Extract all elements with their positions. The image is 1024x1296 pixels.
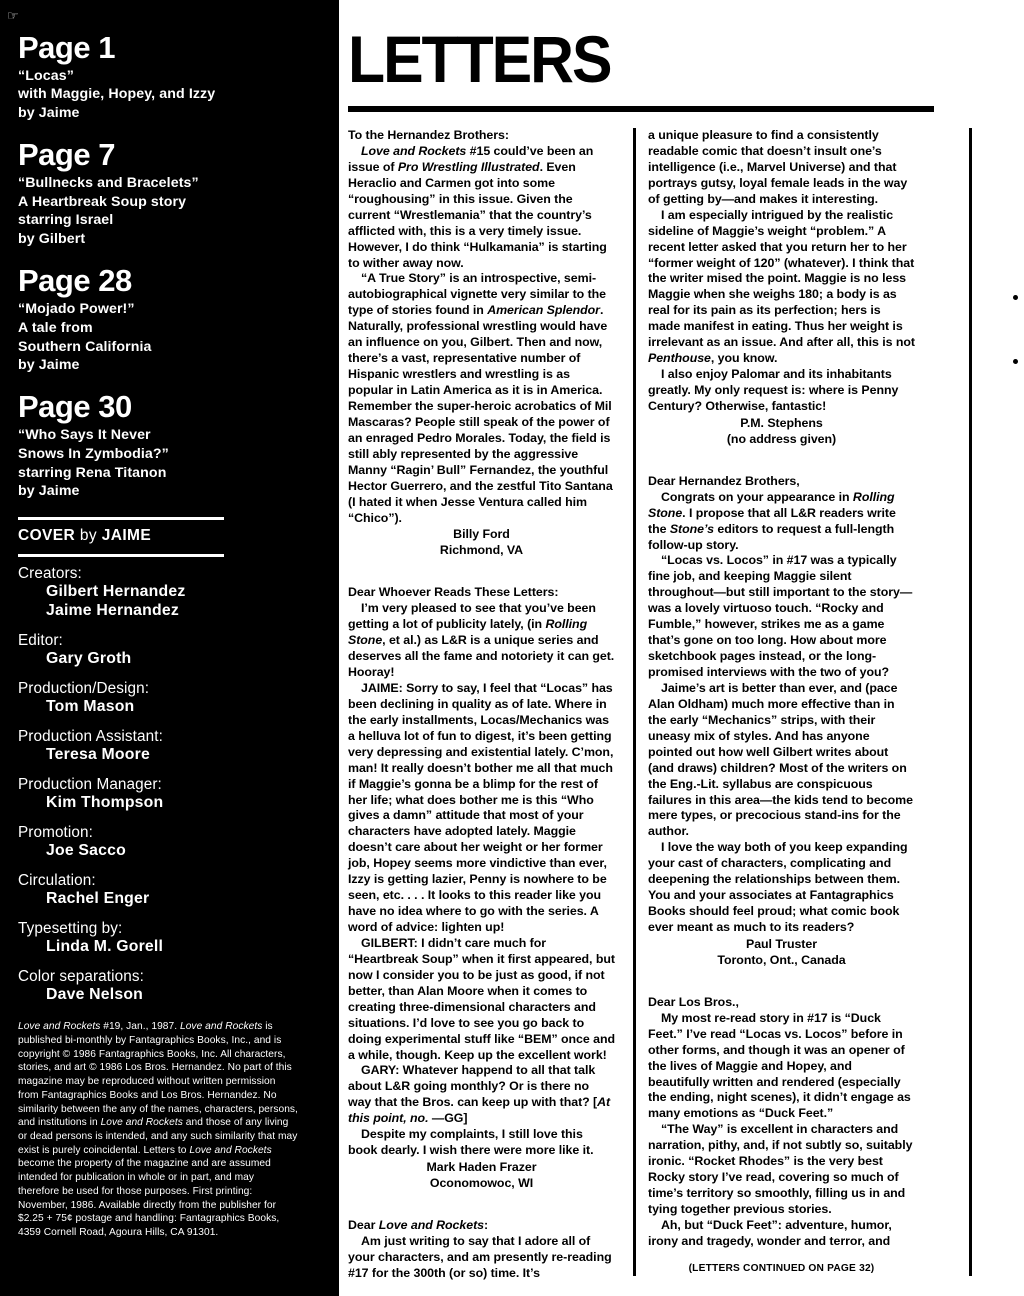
toc-entry bbox=[18, 139, 316, 249]
toc-page-number: Page 30 bbox=[18, 389, 132, 425]
toc-entry-description bbox=[18, 174, 316, 250]
letter-paragraph: GILBERT: I didn’t care much for “Heartbreak Soup” when it first appeared, but now I consider you to be just as good, if not better, than Alan Moore when it comes to creating three-dimensional characters and situations. I’d love to see you go back to doing experimental stuff like “BEM” once and a while, though. Keep up the excellent work! bbox=[348, 935, 615, 1062]
toc-page-number: Page 7 bbox=[18, 137, 115, 173]
letter-paragraph: I also enjoy Palomar and its inhabitants greatly. My only request is: where is Penny Century? Otherwise, fantastic! bbox=[648, 367, 899, 413]
letter-dear-los-bros bbox=[648, 995, 915, 1250]
masthead bbox=[348, 0, 1024, 120]
letters-continued-note: (LETTERS CONTINUED ON PAGE 32) bbox=[688, 1262, 875, 1274]
credit-block bbox=[18, 872, 316, 909]
letter-paragraph: GARY: Whatever happend to all that talk about L&R going monthly? Or is there no way that the Bros. can keep up with that? [At this point, no. —GG] bbox=[348, 1063, 611, 1126]
letter-paragraph: JAIME: Sorry to say, I feel that “Locas” has been declining in quality as of late. Where in the early installments, Locas/Mechanics was a helluva lot of fun to digest, it’s been getting very depressing and existential lately. C’mon, man! It really doesn’t bother me all that much if Maggie’s gonna be a blimp for the rest of her life; what does bother me is this “Who gives a damn” attitude that most of your characters have adopted lately. Maggie doesn’t care about her weight or her former job, Hopey seems more vindictive than ever, Izzy is getting lazier, Penny is nowhere to be seen, etc. . . . It looks to this reader like you have no idea where to go with the series. A word of advice: lighten up! bbox=[348, 680, 614, 934]
toc-entry bbox=[18, 391, 316, 501]
letters-section bbox=[348, 0, 1024, 1296]
letter-spacer bbox=[348, 1204, 615, 1218]
credit-role: Promotion: bbox=[18, 824, 93, 842]
toc-page-number: Page 1 bbox=[18, 30, 115, 65]
letters-column-1 bbox=[348, 128, 615, 1294]
letter-mark-haden-frazer bbox=[348, 585, 615, 1192]
letter-signature bbox=[348, 527, 615, 559]
letter-paragraph: “Locas vs. Locos” in #17 was a typically fine job, and keeping Maggie silent throughout—but still important to the story—was a lovely virtuoso touch. “Rocky and Fumble,” however, strikes me as a game that’s gone on too long. How about more sketchbook pages instead, or the long-promised interviews with the two of you? bbox=[648, 553, 913, 679]
toc-line: “Locas” bbox=[18, 67, 74, 84]
letter-paragraph: Ah, but “Duck Feet”: adventure, humor, irony and tragedy, wonder and terror, and bbox=[648, 1217, 892, 1248]
letters-column-2 bbox=[648, 128, 915, 1275]
credit-name: Teresa Moore bbox=[46, 746, 150, 764]
toc-line: starring Rena Titanon bbox=[18, 464, 167, 481]
letter-paragraph: a unique pleasure to find a consistently readable comic that doesn’t insult one’s intelligence (i.e., Marvel Universe) and that portrays gutsy, loyal female leads in the way of getting by—and makes it interesting. bbox=[648, 128, 908, 206]
right-margin-rule bbox=[969, 128, 972, 1276]
credit-name: Jaime Hernandez bbox=[46, 602, 179, 620]
letter-spacer bbox=[648, 981, 915, 995]
credit-block bbox=[18, 728, 316, 765]
credit-role: Color separations: bbox=[18, 968, 144, 986]
letter-billy-ford bbox=[348, 128, 615, 559]
toc-line: A Heartbreak Soup story bbox=[18, 193, 187, 210]
letter-signature bbox=[648, 416, 915, 448]
letter-paragraph: My most re-read story in #17 is “Duck Feet.” I’ve read “Locas vs. Locos” before in other forms, and though it was an opener of the lives of Maggie and Hopey, and beautifully written and rendered (especially the ending, night scenes), it didn’t engage as many emotions as “Duck Feet.” bbox=[648, 1010, 911, 1121]
toc-line: A tale from bbox=[18, 319, 93, 336]
letter-signature bbox=[648, 937, 915, 969]
credit-name: Linda M. Gorell bbox=[46, 938, 164, 956]
letter-salutation: To the Hernandez Brothers: bbox=[348, 128, 509, 142]
pointing-hand-icon: ☞ bbox=[7, 8, 18, 23]
sidebar-credits-panel bbox=[0, 0, 330, 1296]
letter-paragraph: I am especially intrigued by the realistic sideline of Maggie’s weight “problem.” A recent letter asked that you return her to her “former weight of 120” (whatever). I think that the writer mised the point. Maggie is no less Maggie when she weighs 180; a body is as real for its pain as its perfection; hers is made manifest in eating. Thus her weight is irrelevant as an issue. And after all, this is not Penthouse, you know. bbox=[648, 207, 915, 366]
signature-place: Richmond, VA bbox=[439, 543, 524, 558]
toc-line: “Who Says It Never bbox=[18, 426, 151, 443]
signature-place: Toronto, Ont., Canada bbox=[717, 952, 846, 967]
signature-place: Oconomowoc, WI bbox=[429, 1176, 534, 1190]
credit-block bbox=[18, 968, 316, 1005]
toc-entry-description bbox=[18, 300, 316, 376]
letter-paragraph: I love the way both of you keep expanding your cast of characters, complicating and deepening the relationships between them. You and your associates at Fantagraphics Books should feel proud; what comic book ever meant as much to its readers? bbox=[648, 840, 908, 934]
letter-paragraph: “A True Story” is an introspective, semi-autobiographical vignette very similar to the type of stories found in American Splendor. Naturally, professional wrestling would have an influence on you, Gilbert. Then and now, there’s a vast, representative number of Hispanic wrestlers and wrestling is as popular in Latin America as it is in America. Remember the super-heroic acrobatics of Mil Mascaras? People still speak of the power of an enraged Pedro Morales. Today, the field is still ably represented by the aggressive Manny “Ragin’ Bull” Fernandez, the youthful Hector Guerrero, and the zestful Tito Santana (I hated it when Jesse Ventura called him “Chico”). bbox=[348, 271, 613, 525]
credits-list bbox=[18, 565, 316, 1005]
indicia-copyright-text: Love and Rockets #19, Jan., 1987. Love and Rockets is published bi-monthly by Fantagraphics Books, Inc., and is copyright © 1986 Fantagraphics Books, Inc. All characters, stories, and art © 1986 Los Bros. Hernandez. No part of this magazine may be reproduced without written permission from Fantagraphics Books and Los Bros. Hernandez. No similarity between the any of the names, characters, persons, and institutions in Love and Rockets and those of any living or dead persons is intended, and any such similarity that may exist is purely coincidental. Letters to Love and Rockets become the property of the magazine and are assumed intended for publication in whole or in part, and may therefore be used for those purposes. First printing: November, 1986. Available directly from the publisher for $2.25 + 75¢ postage and handling: Fantagraphics Books, 4359 Cornell Road, Agoura Hills, CA 91301. bbox=[18, 1021, 298, 1239]
credit-name: Kim Thompson bbox=[46, 794, 164, 812]
cover-credit bbox=[18, 527, 316, 545]
cover-label: COVER bbox=[18, 527, 76, 545]
registration-dot bbox=[1013, 359, 1018, 364]
toc-byline: by Jaime bbox=[18, 357, 80, 374]
letter-pm-stephens bbox=[648, 128, 915, 448]
letter-paragraph: Love and Rockets #15 could’ve been an issue of Pro Wrestling Illustrated. Even Heraclio and Carmen got into some “roughousing” in this issue. Given the current “Wrestlemania” that the country’s afflicted with, this is a very timely issue. However, I do think “Hulkamania” is starting to wither away now. bbox=[348, 143, 607, 270]
letter-dear-love-and-rockets bbox=[348, 1218, 615, 1282]
divider-above-cover bbox=[18, 517, 224, 520]
toc-entry-description bbox=[18, 67, 316, 124]
signature-name: Billy Ford bbox=[453, 527, 510, 542]
toc-page-number: Page 28 bbox=[18, 263, 132, 299]
credit-name: Gary Groth bbox=[46, 650, 132, 668]
toc-line: Snows In Zymbodia?” bbox=[18, 445, 169, 462]
toc-byline: by Gilbert bbox=[18, 231, 86, 248]
letter-paragraph: Am just writing to say that I adore all of your characters, and am presently re-reading #17 for the 300th (or so) time. It’s bbox=[348, 1233, 612, 1280]
credit-role: Editor: bbox=[18, 632, 63, 650]
credit-role: Circulation: bbox=[18, 872, 96, 890]
credit-block bbox=[18, 920, 316, 957]
cover-by: by bbox=[75, 527, 102, 545]
credit-name: Joe Sacco bbox=[46, 842, 126, 860]
signature-name: P.M. Stephens bbox=[740, 415, 823, 430]
letter-paragraph: I’m very pleased to see that you’ve been getting a lot of publicity lately, (in Rolling Stone, et al.) as L&R is a unique series and deserves all the fame and notoriety it can get. Hooray! bbox=[348, 601, 615, 679]
credit-name: Gilbert Hernandez bbox=[46, 583, 186, 601]
toc-entry-description bbox=[18, 426, 316, 502]
credit-name: Dave Nelson bbox=[46, 986, 144, 1004]
divider-below-cover bbox=[18, 554, 224, 557]
letter-paragraph: Congrats on your appearance in Rolling Stone. I propose that all L&R readers write the Stone’s editors to request a full-length follow-up story. bbox=[648, 489, 896, 552]
credit-block bbox=[18, 680, 316, 717]
cover-artist: JAIME bbox=[101, 527, 152, 545]
signature-name: Mark Haden Frazer bbox=[426, 1160, 537, 1175]
credit-role: Production Manager: bbox=[18, 776, 162, 794]
credit-role: Creators: bbox=[18, 565, 82, 583]
toc-line: “Bullnecks and Bracelets” bbox=[18, 174, 199, 191]
credit-name: Rachel Enger bbox=[46, 890, 150, 908]
letter-salutation: Dear Los Bros., bbox=[648, 994, 739, 1009]
letter-paragraph: Despite my complaints, I still love this book dearly. I wish there were more like it. bbox=[348, 1127, 594, 1158]
letter-salutation: Dear Hernandez Brothers, bbox=[648, 473, 800, 488]
column-divider-rule bbox=[633, 128, 636, 1276]
letter-spacer bbox=[648, 460, 915, 474]
credit-block bbox=[18, 632, 316, 669]
sidebar-vertical-rule bbox=[330, 0, 339, 1296]
letter-paragraph: Jaime’s art is better than ever, and (pace Alan Oldham) much more effective than in the early “Mechanics” strips, with their uneasy mix of styles. And has anyone pointed out how well Gilbert writes about (and draws) children? Most of the writers on the Eng.-Lit. syllabus are conspicuous failures in this area—the kids tend to become mere types, or precocious stand-ins for the author. bbox=[648, 680, 913, 839]
letter-salutation: Dear Whoever Reads These Letters: bbox=[348, 585, 559, 600]
toc-entry bbox=[18, 265, 316, 375]
masthead-rule bbox=[348, 106, 934, 112]
letter-paul-truster bbox=[648, 474, 915, 969]
signature-name: Paul Truster bbox=[745, 936, 817, 951]
credit-block bbox=[18, 824, 316, 861]
signature-place: (no address given) bbox=[726, 431, 837, 446]
letter-spacer bbox=[348, 571, 615, 585]
page-title: LETTERS bbox=[348, 22, 611, 96]
toc-byline: by Jaime bbox=[18, 105, 80, 122]
toc-line: Southern California bbox=[18, 338, 152, 355]
toc-line: with Maggie, Hopey, and Izzy bbox=[18, 86, 216, 103]
registration-dot bbox=[1013, 295, 1018, 300]
letter-paragraph: “The Way” is excellent in characters and narration, pithy, and, if not subtly so, suitably ironic. “Rocket Rhodes” is the very best Rocky story I’ve read, covering so much of time’s territory so smoothly, filling us in and tying together previous stories. bbox=[648, 1122, 913, 1216]
credit-role: Typesetting by: bbox=[18, 920, 123, 938]
credit-role: Production Assistant: bbox=[18, 728, 163, 746]
letters-columns bbox=[348, 128, 948, 1278]
toc-line: “Mojado Power!” bbox=[18, 300, 135, 317]
letter-signature bbox=[348, 1160, 615, 1192]
toc-entry bbox=[18, 32, 316, 123]
credit-name: Tom Mason bbox=[46, 698, 135, 716]
letter-salutation: Dear Love and Rockets: bbox=[348, 1217, 489, 1232]
toc-byline: by Jaime bbox=[18, 483, 80, 500]
credit-block bbox=[18, 565, 316, 621]
credit-role: Production/Design: bbox=[18, 680, 150, 698]
credit-block bbox=[18, 776, 316, 813]
table-of-contents bbox=[18, 0, 316, 501]
toc-line: starring Israel bbox=[18, 212, 114, 229]
